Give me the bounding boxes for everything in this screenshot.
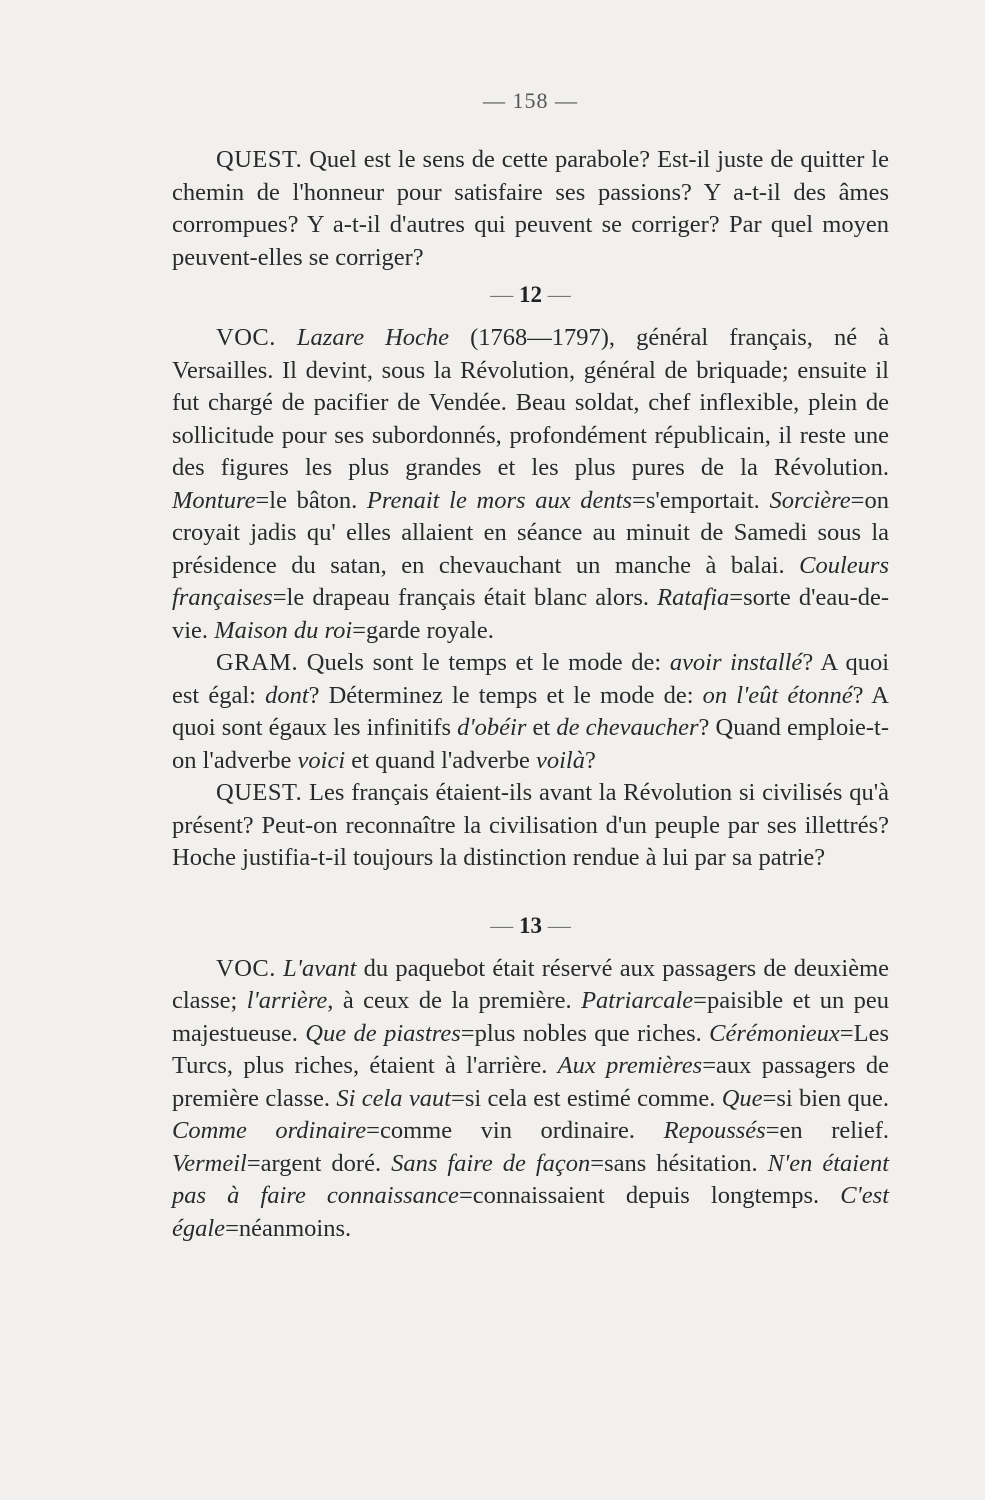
term: voilà — [535, 746, 585, 774]
definition: =plus nobles que riches. — [460, 1019, 710, 1047]
term: Cérémonieux — [709, 1019, 840, 1047]
definition: , à ceux de la première. — [327, 987, 582, 1014]
grammar-text: ? Quand emploie-t-on l'adverbe — [172, 714, 889, 774]
term: Que de piastres — [305, 1019, 461, 1047]
term: Prenait le mors aux dents — [366, 486, 633, 514]
definition: =argent doré. — [246, 1149, 392, 1177]
term: Sans faire de façon — [391, 1149, 591, 1177]
definition: =garde royale. — [352, 616, 494, 644]
definition: =on croyait jadis qu' elles allaient en séance au minuit de Samedi sous la présidence du satan, en chevauchant un manche à balai. — [172, 486, 889, 579]
page-number: — 158 — — [483, 88, 578, 113]
term: avoir installé — [669, 649, 803, 676]
term: l'arrière — [246, 987, 328, 1014]
definition: =si cela est estimé comme. — [451, 1084, 722, 1112]
grammar-paragraph — [172, 647, 889, 777]
section-number: 12 — [519, 282, 542, 307]
definition: =en relief. — [765, 1117, 890, 1144]
definition: =s'emportait. — [632, 486, 770, 514]
term: Patriarcale — [581, 987, 694, 1014]
vocabulary-paragraph-13 — [172, 953, 889, 1246]
voc-label: VOC. — [216, 954, 276, 982]
term: Aux premières — [557, 1052, 703, 1079]
term: d'obéir — [457, 714, 527, 741]
definition: du paquebot était réservé aux passagers de deuxième classe; — [172, 954, 890, 1014]
definition: =néanmoins. — [225, 1214, 352, 1242]
question-text: Les français étaient-ils avant la Révolution si civilisés qu'à présent? Peut-on reconnaître la civilisation d'un peuple par ses illettrés? Hoche justifia-t-il toujours la distinction rendue à lui par sa patrie? — [172, 779, 889, 871]
definition: =le bâton. — [255, 486, 367, 514]
quest-label: QUEST. — [216, 779, 303, 806]
grammar-text: ? — [584, 746, 596, 774]
definition: =sans hésitation. — [590, 1149, 768, 1177]
term: Si cela vaut — [336, 1084, 452, 1112]
question-paragraph-2 — [172, 777, 889, 875]
voc-label: VOC. — [216, 324, 276, 351]
grammar-text: ? A quoi est égal: — [172, 649, 890, 709]
section-heading-13: — 13 — — [490, 912, 571, 938]
term: Repoussés — [663, 1117, 766, 1144]
question-paragraph-1 — [172, 144, 889, 274]
definition: (1768—1797), général français, né à Versailles. Il devint, sous la Révolution, général de briquade; ensuite il fut chargé de pacifier de Vendée. Beau soldat, chef inflexible, plein de sollicitude pour ses subordonnés, profondément républicain, il reste une des figures les plus grandes et les plus pures de la Révolution. — [172, 324, 889, 481]
term: Couleurs françaises — [172, 551, 889, 611]
term: Sorcière — [769, 486, 851, 514]
grammar-text: ? Déterminez le temps et le mode de: — [308, 681, 703, 709]
section-number: 13 — [519, 912, 542, 938]
grammar-text: et — [526, 714, 557, 741]
grammar-text: Quels sont le temps et le mode de: — [298, 649, 670, 676]
section-heading-12: — 12 — — [490, 282, 571, 307]
term: de chevaucher — [556, 714, 699, 741]
quest-label: QUEST. — [216, 146, 303, 173]
question-text: Quel est le sens de cette parabole? Est-il juste de quitter le chemin de l'honneur pour satisfaire ses passions? Y a-t-il des âmes corrompues? Y a-t-il d'autres qui peuvent se corriger? Par quel moyen peuvent-elles se corriger? — [172, 146, 889, 271]
term: Comme ordinaire — [172, 1117, 367, 1144]
term: Ratafia — [657, 584, 730, 611]
vocabulary-paragraph-12 — [172, 322, 889, 647]
definition: =si bien que. — [762, 1084, 890, 1112]
term: Lazare Hoche — [275, 324, 450, 351]
definition: =le drapeau français était blanc alors. — [272, 584, 658, 611]
term: on l'eût étonné — [702, 681, 853, 709]
term: dont — [265, 681, 309, 709]
term: N'en étaient pas à faire connaissance — [172, 1149, 890, 1209]
term: L'avant — [275, 954, 357, 982]
definition: =paisible et un peu majestueuse. — [172, 987, 890, 1047]
term: Que — [721, 1084, 763, 1112]
term: voici — [297, 746, 346, 774]
gram-label: GRAM. — [216, 649, 299, 676]
grammar-text: ? A quoi sont égaux les infinitifs — [172, 681, 890, 741]
term: Monture — [172, 486, 256, 514]
term: Vermeil — [172, 1149, 247, 1177]
term: Maison du roi — [214, 616, 353, 644]
term: C'est égale — [172, 1182, 889, 1242]
grammar-text: et quand l'adverbe — [345, 746, 536, 774]
definition: =connaissaient depuis longtemps. — [458, 1182, 841, 1209]
definition: =aux passagers de première classe. — [172, 1052, 889, 1112]
definition: =Les Turcs, plus riches, étaient à l'arrière. — [172, 1019, 889, 1079]
definition: =sorte d'eau-de-vie. — [172, 584, 889, 644]
definition: =comme vin ordinaire. — [366, 1117, 664, 1144]
